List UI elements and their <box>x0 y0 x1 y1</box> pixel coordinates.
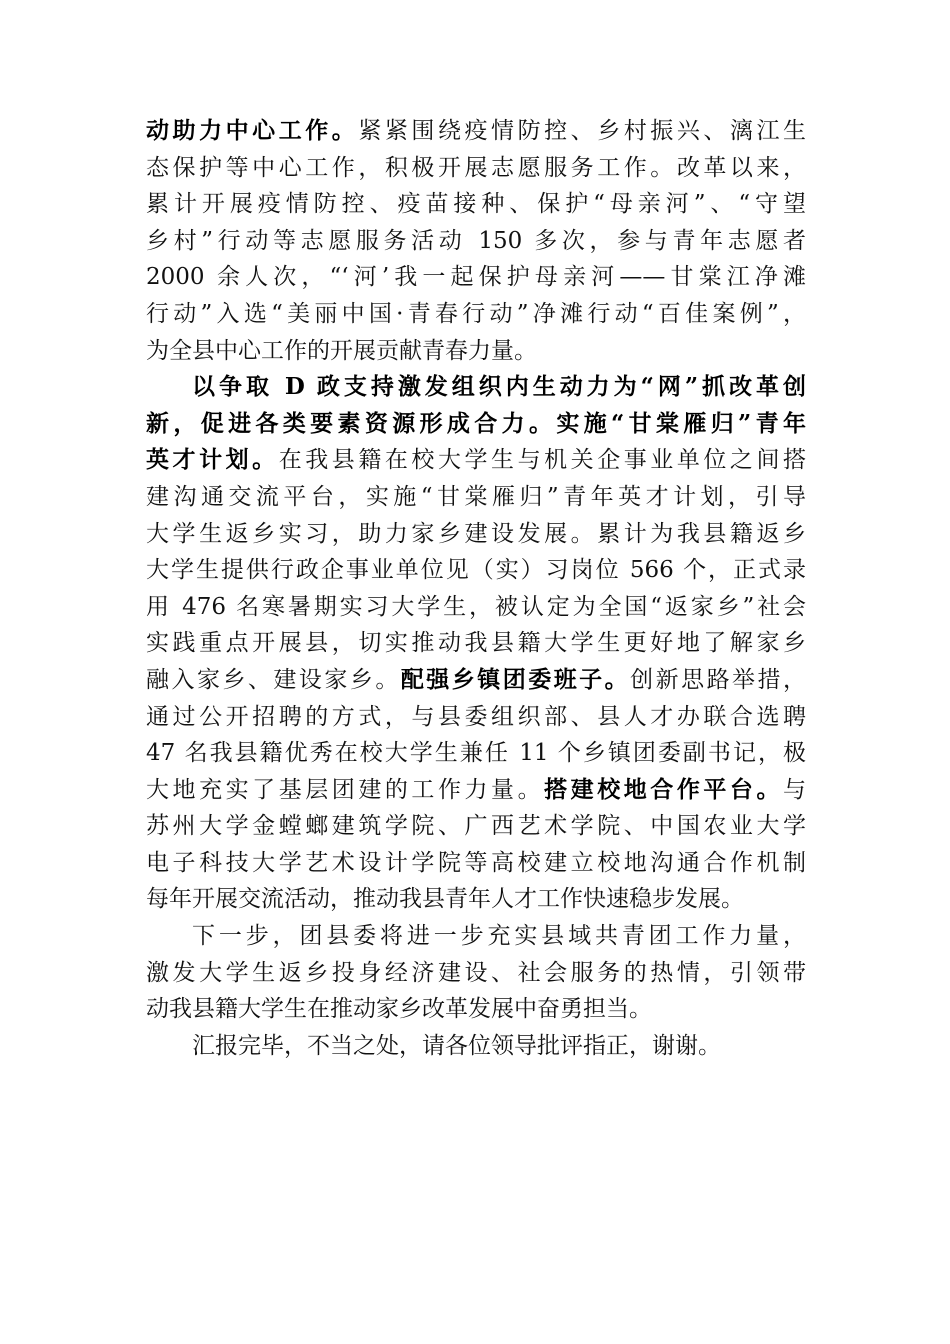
text-line <box>146 662 806 699</box>
text-run: 在我县籍在校大学生与机关企事业单位之间搭 <box>278 447 807 474</box>
text-line <box>146 516 806 553</box>
text-line <box>146 150 806 187</box>
text-line <box>146 442 806 479</box>
text-line <box>146 333 806 370</box>
bold-heading-run: 搭建校地合作平台。 <box>544 775 784 803</box>
text-run: 动我县籍大学生在推动家乡改革发展中奋勇担当。 <box>146 996 652 1023</box>
text-line <box>146 735 806 772</box>
text-run: 创新思路举措， <box>630 666 807 693</box>
bold-heading-run: 动助力中心工作。 <box>146 117 359 144</box>
text-run: 电子科技大学艺术设计学院等高校建立校地沟通合作机制 <box>146 849 806 876</box>
paragraph <box>146 1028 806 1065</box>
text-line <box>146 369 806 406</box>
text-run: 大地充实了基层团建的工作力量。 <box>146 776 545 803</box>
text-run: 紧紧围绕疫情防控、乡村振兴、漓江生 <box>358 118 807 144</box>
text-run: 47 名我县籍优秀在校大学生兼任 11 个乡镇团委副书记，极 <box>146 740 806 767</box>
text-run: 每年开展交流活动，推动我县青年人才工作快速稳步发展。 <box>146 886 744 913</box>
text-run: 激发大学生返乡投身经济建设、社会服务的热情，引领带 <box>146 959 806 986</box>
text-line <box>146 991 806 1028</box>
text-line <box>146 113 806 150</box>
text-line <box>146 699 806 736</box>
text-run: 用 476 名寒暑期实习大学生，被认定为全国“返家乡”社会 <box>146 593 806 620</box>
text-run: 融入家乡、建设家乡。 <box>146 666 401 693</box>
text-run: 下一步，团县委将进一步充实县域共青团工作力量， <box>192 923 806 950</box>
text-run: 通过公开招聘的方式，与县委组织部、县人才办联合选聘 <box>146 703 806 730</box>
text-line <box>146 259 806 296</box>
bold-heading-run: 以争取 D 政支持激发组织内生动力为“网”抓改革创 <box>192 373 806 401</box>
text-run: 与 <box>783 776 807 803</box>
report-body <box>146 113 806 1064</box>
text-line <box>146 955 806 992</box>
paragraph <box>146 369 806 918</box>
text-line <box>146 881 806 918</box>
bold-heading-run: 新，促进各类要素资源形成合力。实施“甘棠雁归”青年 <box>146 409 806 437</box>
text-line <box>146 186 806 223</box>
text-line <box>146 589 806 626</box>
text-line <box>146 845 806 882</box>
text-run: 苏州大学金螳螂建筑学院、广西艺术学院、中国农业大学 <box>146 813 806 840</box>
bold-heading-run: 英才计划。 <box>146 446 279 474</box>
text-run: 大学生提供行政企事业单位见（实）习岗位 566 个，正式录 <box>146 557 806 584</box>
text-run: 乡村”行动等志愿服务活动 150 多次，参与青年志愿者 <box>146 227 806 254</box>
text-run: 累计开展疫情防控、疫苗接种、保护“母亲河”、“守望 <box>146 191 806 218</box>
paragraph <box>146 918 806 1028</box>
text-line <box>146 296 806 333</box>
text-run: 行动”入选“美丽中国·青春行动”净滩行动“百佳案例”， <box>146 300 806 327</box>
text-line <box>146 772 806 809</box>
text-line <box>146 625 806 662</box>
text-run: 实践重点开展县，切实推动我县籍大学生更好地了解家乡 <box>146 630 806 657</box>
text-line <box>146 406 806 443</box>
text-line <box>146 223 806 260</box>
text-run: 态保护等中心工作，积极开展志愿服务工作。改革以来， <box>146 154 806 181</box>
text-run: 为全县中心工作的开展贡献青春力量。 <box>146 337 537 364</box>
text-line <box>146 808 806 845</box>
text-line <box>146 552 806 589</box>
text-line <box>146 918 806 955</box>
text-run: 2000 余人次，“‘河’我一起保护母亲河——甘棠江净滩 <box>146 264 806 291</box>
paragraph <box>146 113 806 369</box>
bold-heading-run: 配强乡镇团委班子。 <box>400 665 631 693</box>
text-line <box>146 1028 806 1065</box>
text-run: 大学生返乡实习，助力家乡建设发展。累计为我县籍返乡 <box>146 520 806 547</box>
text-line <box>146 479 806 516</box>
text-run: 汇报完毕，不当之处，请各位领导批评指正，谢谢。 <box>192 1032 721 1059</box>
text-run: 建沟通交流平台，实施“甘棠雁归”青年英才计划，引导 <box>146 483 806 510</box>
